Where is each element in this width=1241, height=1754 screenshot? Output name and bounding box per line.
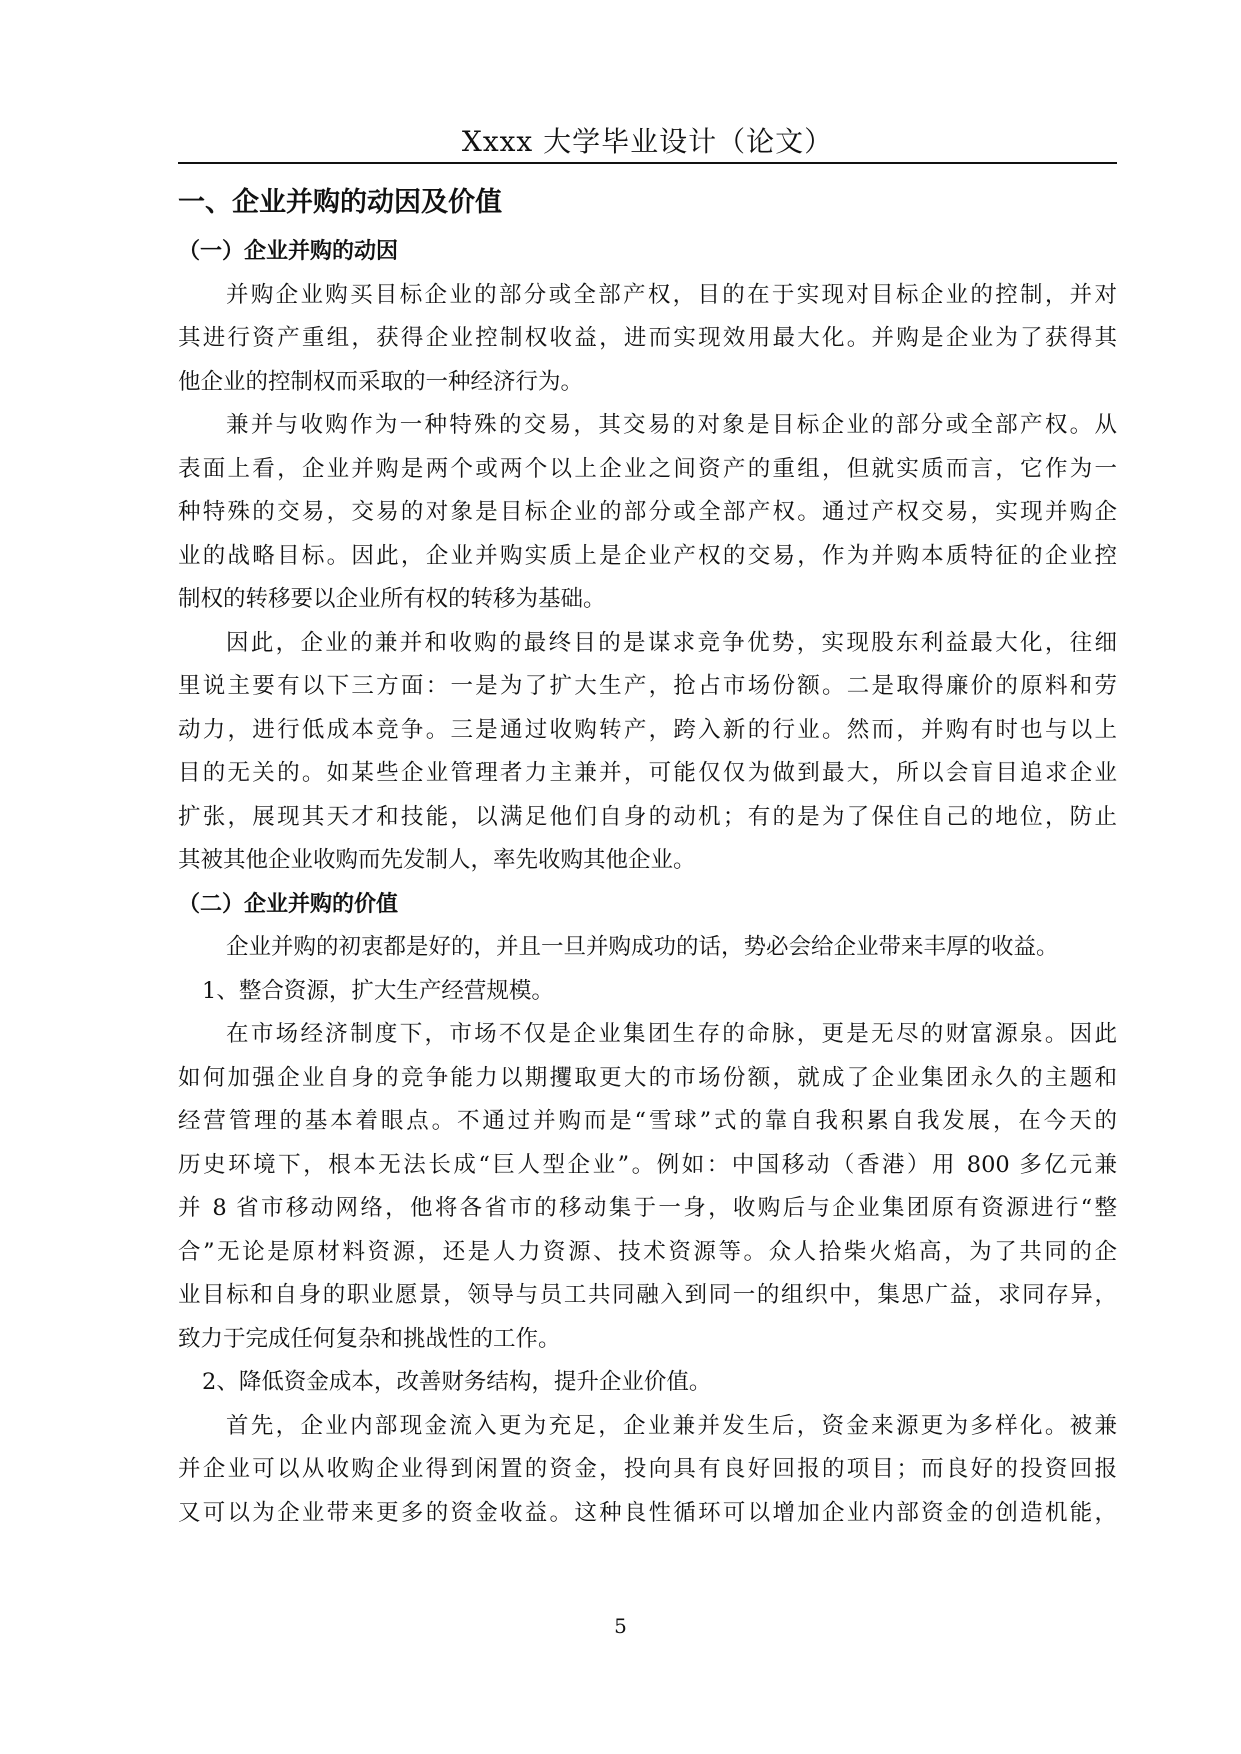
paragraph-motives-2	[178, 404, 1117, 622]
text-line: 经营管理的基本着眼点。不通过并购而是“雪球”式的靠自我积累自我发展，在今天的	[178, 1108, 1117, 1134]
text-line: 种特殊的交易，交易的对象是目标企业的部分或全部产权。通过产权交易，实现并购企	[178, 499, 1117, 525]
paragraph-motives-3	[178, 622, 1117, 883]
paragraph-motives-1	[178, 274, 1117, 405]
text-line: 业目标和自身的职业愿景，领导与员工共同融入到同一的组织中，集思广益，求同存异，	[178, 1282, 1117, 1308]
text-line: 如何加强企业自身的竞争能力以期攫取更大的市场份额，就成了企业集团永久的主题和	[178, 1064, 1117, 1091]
text-line: 里说主要有以下三方面：一是为了扩大生产，抢占市场份额。二是取得廉价的原料和劳	[178, 673, 1117, 699]
text-line: 动力，进行低成本竞争。三是通过收购转产，跨入新的行业。然而，并购有时也与以上	[178, 716, 1117, 743]
text-line: 首先，企业内部现金流入更为充足，企业兼并发生后，资金来源更为多样化。被兼	[226, 1412, 1117, 1439]
paragraph-value-2	[178, 1405, 1117, 1536]
text-line: 历史环境下，根本无法长成“巨人型企业”。例如：中国移动（香港）用 800 多亿元兼	[178, 1151, 1117, 1178]
text-line: 其被其他企业收购而先发制人，率先收购其他企业。	[178, 847, 696, 873]
text-line: 致力于完成任何复杂和挑战性的工作。	[178, 1325, 561, 1352]
text-line: 制权的转移要以企业所有权的转移为基础。	[178, 586, 606, 612]
text-line: 在市场经济制度下，市场不仅是企业集团生存的命脉，更是无尽的财富源泉。因此	[226, 1021, 1117, 1047]
text-line: 扩张，展现其天才和技能，以满足他们自身的动机；有的是为了保住自己的地位，防止	[178, 803, 1117, 830]
paragraph-value-intro	[178, 926, 1117, 970]
text-line: 业的战略目标。因此，企业并购实质上是企业产权的交易，作为并购本质特征的企业控	[178, 542, 1117, 569]
subheading-motives: （一）企业并购的动因	[178, 238, 399, 264]
text-line: 并企业可以从收购企业得到闲置的资金，投向具有良好回报的项目；而良好的投资回报	[178, 1456, 1117, 1482]
header-rule	[178, 162, 1117, 164]
text-line: 并 8 省市移动网络，他将各省市的移动集于一身，收购后与企业集团原有资源进行“整	[178, 1195, 1117, 1221]
list-item-integrate-resources: 1、整合资源，扩大生产经营规模。	[202, 977, 554, 1004]
section-heading: 一、企业并购的动因及价值	[178, 187, 502, 218]
text-line: 企业并购的初衷都是好的，并且一旦并购成功的话，势必会给企业带来丰厚的收益。	[226, 934, 1059, 960]
list-item-reduce-capital-cost: 2、降低资金成本，改善财务结构，提升企业价值。	[202, 1369, 712, 1395]
text-line: 并购企业购买目标企业的部分或全部产权，目的在于实现对目标企业的控制，并对	[226, 281, 1117, 308]
text-line: 合”无论是原材料资源，还是人力资源、技术资源等。众人拾柴火焰高，为了共同的企	[178, 1238, 1117, 1265]
page-number: 5	[614, 1614, 627, 1638]
text-line: 表面上看，企业并购是两个或两个以上企业之间资产的重组，但就实质而言，它作为一	[178, 455, 1117, 482]
running-header: Xxxx 大学毕业设计（论文）	[461, 125, 834, 158]
text-line: 目的无关的。如某些企业管理者力主兼并，可能仅仅为做到最大，所以会盲目追求企业	[178, 760, 1117, 786]
text-line: 兼并与收购作为一种特殊的交易，其交易的对象是目标企业的部分或全部产权。从	[226, 412, 1117, 438]
text-line: 因此，企业的兼并和收购的最终目的是谋求竞争优势，实现股东利益最大化，往细	[226, 629, 1117, 656]
text-line: 又可以为企业带来更多的资金收益。这种良性循环可以增加企业内部资金的创造机能，	[178, 1499, 1117, 1526]
subheading-value: （二）企业并购的价值	[178, 890, 399, 917]
paragraph-value-1	[178, 1013, 1117, 1361]
text-line: 他企业的控制权而采取的一种经济行为。	[178, 368, 584, 395]
page-content	[178, 182, 1117, 1535]
text-line: 其进行资产重组，获得企业控制权收益，进而实现效用最大化。并购是企业为了获得其	[178, 325, 1117, 351]
